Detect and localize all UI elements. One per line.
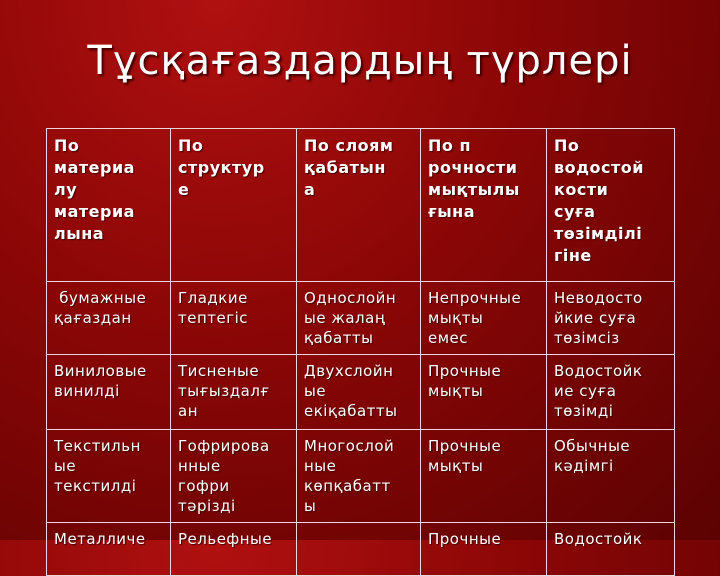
header-cell-structure: По структур е (171, 129, 297, 282)
table-cell: Виниловые винилді (47, 355, 171, 430)
table-cell: Металличе (47, 523, 171, 576)
table-row (47, 430, 675, 523)
table-cell: Многослой ные көпқабатт ы (297, 430, 421, 523)
header-cell-material: По материа лу материа лына (47, 129, 171, 282)
table-cell: Гофрирова нные гофри тәрізді (171, 430, 297, 523)
header-cell-layers: По слоям қабатын а (297, 129, 421, 282)
wallpaper-types-table (46, 128, 675, 576)
table-cell: Рельефные (171, 523, 297, 576)
table-cell: Неводосто йкие суға төзімсіз (547, 282, 675, 355)
table-cell: Прочные (421, 523, 547, 576)
table-cell: Двухслойн ые екіқабатты (297, 355, 421, 430)
table-cell: Гладкие тептегіс (171, 282, 297, 355)
table-cell: Тисненые тығыздалғ ан (171, 355, 297, 430)
header-cell-strength: По п рочности мықтылы ғына (421, 129, 547, 282)
table-cell: Прочные мықты (421, 355, 547, 430)
table-row (47, 282, 675, 355)
table-cell: Текстильн ые текстилді (47, 430, 171, 523)
table-cell: Водостойк (547, 523, 675, 576)
slide-title: Тұсқағаздардың түрлері (87, 38, 633, 84)
table-cell: Непрочные мықты емес (421, 282, 547, 355)
table-cell: Прочные мықты (421, 430, 547, 523)
table-header-row (47, 129, 675, 282)
table-cell: бумажные қағаздан (47, 282, 171, 355)
header-cell-water-resistance: По водостой кости суға төзімділі гіне (547, 129, 675, 282)
table-cell: Обычные кәдімгі (547, 430, 675, 523)
table-cell (297, 523, 421, 576)
table-row (47, 523, 675, 576)
table-cell: Водостойк ие суға төзімді (547, 355, 675, 430)
table-row (47, 355, 675, 430)
table-cell: Однослойн ые жалаң қабатты (297, 282, 421, 355)
